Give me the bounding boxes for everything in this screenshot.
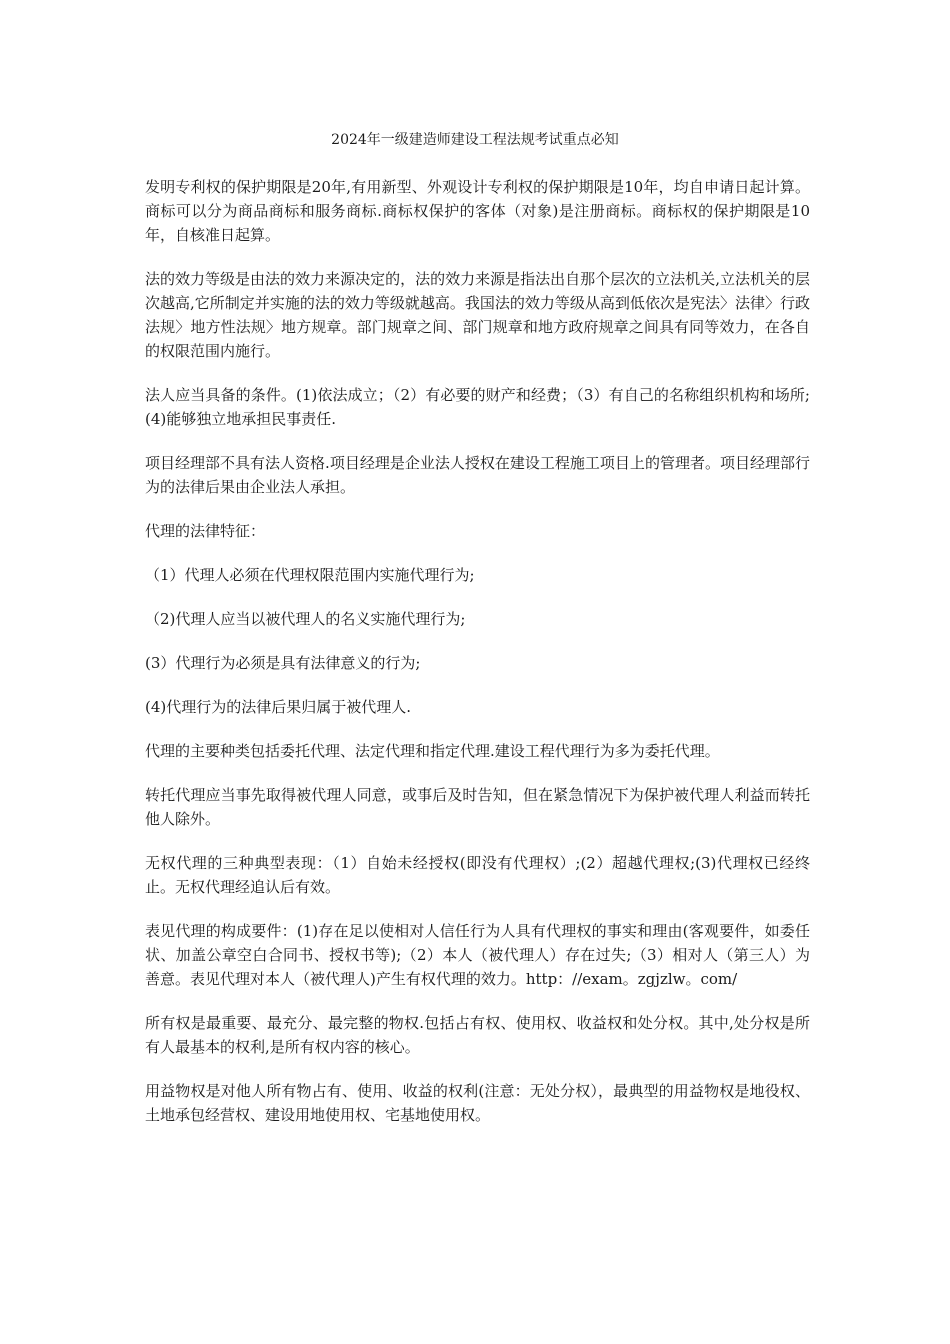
paragraph-sub-agency: 转托代理应当事先取得被代理人同意，或事后及时告知，但在紧急情况下为保护被代理人利益而转托他人除外。 <box>145 786 810 828</box>
paragraph-agency-features-heading: 代理的法律特征： <box>145 522 266 540</box>
paragraph-usufruct: 用益物权是对他人所有物占有、使用、收益的权利(注意：无处分权），最典型的用益物权是地役权、土地承包经营权、建设用地使用权、宅基地使用权。 <box>145 1082 810 1124</box>
paragraph-agency-feature-1: （1）代理人必须在代理权限范围内实施代理行为; <box>145 566 475 584</box>
paragraph-agency-feature-4: (4)代理行为的法律后果归属于被代理人. <box>145 698 412 716</box>
paragraph-agency-types: 代理的主要种类包括委托代理、法定代理和指定代理.建设工程代理行为多为委托代理。 <box>145 742 720 760</box>
document-body <box>145 175 810 1147</box>
paragraph-project-manager: 项目经理部不具有法人资格.项目经理是企业法人授权在建设工程施工项目上的管理者。项目经理部行为的法律后果由企业法人承担。 <box>145 454 810 496</box>
document-title: 2024年一级建造师建设工程法规考试重点必知 <box>331 132 619 148</box>
paragraph-apparent-agency: 表见代理的构成要件：(1)存在足以使相对人信任行为人具有代理权的事实和理由(客观要件，如委任状、加盖公章空白合同书、授权书等);（2）本人（被代理人）存在过失;（3）相对人（第三人）为善意。表见代理对本人（被代理人)产生有权代理的效力。http：//exam。zgjzlw。com/ <box>145 922 810 988</box>
paragraph-unauthorized-agency: 无权代理的三种典型表现：（1）自始未经授权(即没有代理权）;(2）超越代理权;(3)代理权已经终止。无权代理经追认后有效。 <box>145 854 810 896</box>
paragraph-patent-trademark: 发明专利权的保护期限是20年,有用新型、外观设计专利权的保护期限是10年，均自申请日起计算。商标可以分为商品商标和服务商标.商标权保护的客体（对象)是注册商标。商标权的保护期限是10年，自核准日起算。 <box>145 178 810 244</box>
paragraph-law-hierarchy: 法的效力等级是由法的效力来源决定的，法的效力来源是指法出自那个层次的立法机关,立法机关的层次越高,它所制定并实施的法的效力等级就越高。我国法的效力等级从高到低依次是宪法〉法律〉行政法规〉地方性法规〉地方规章。部门规章之间、部门规章和地方政府规章之间具有同等效力，在各自的权限范围内施行。 <box>145 270 810 360</box>
paragraph-ownership: 所有权是最重要、最充分、最完整的物权.包括占有权、使用权、收益权和处分权。其中,处分权是所有人最基本的权利,是所有权内容的核心。 <box>145 1014 810 1056</box>
paragraph-legal-person-conditions: 法人应当具备的条件。(1)依法成立；（2）有必要的财产和经费；（3）有自己的名称组织机构和场所;(4)能够独立地承担民事责任. <box>145 386 810 428</box>
paragraph-agency-feature-3: (3）代理行为必须是具有法律意义的行为; <box>145 654 421 672</box>
paragraph-agency-feature-2: （2)代理人应当以被代理人的名义实施代理行为; <box>145 610 466 628</box>
